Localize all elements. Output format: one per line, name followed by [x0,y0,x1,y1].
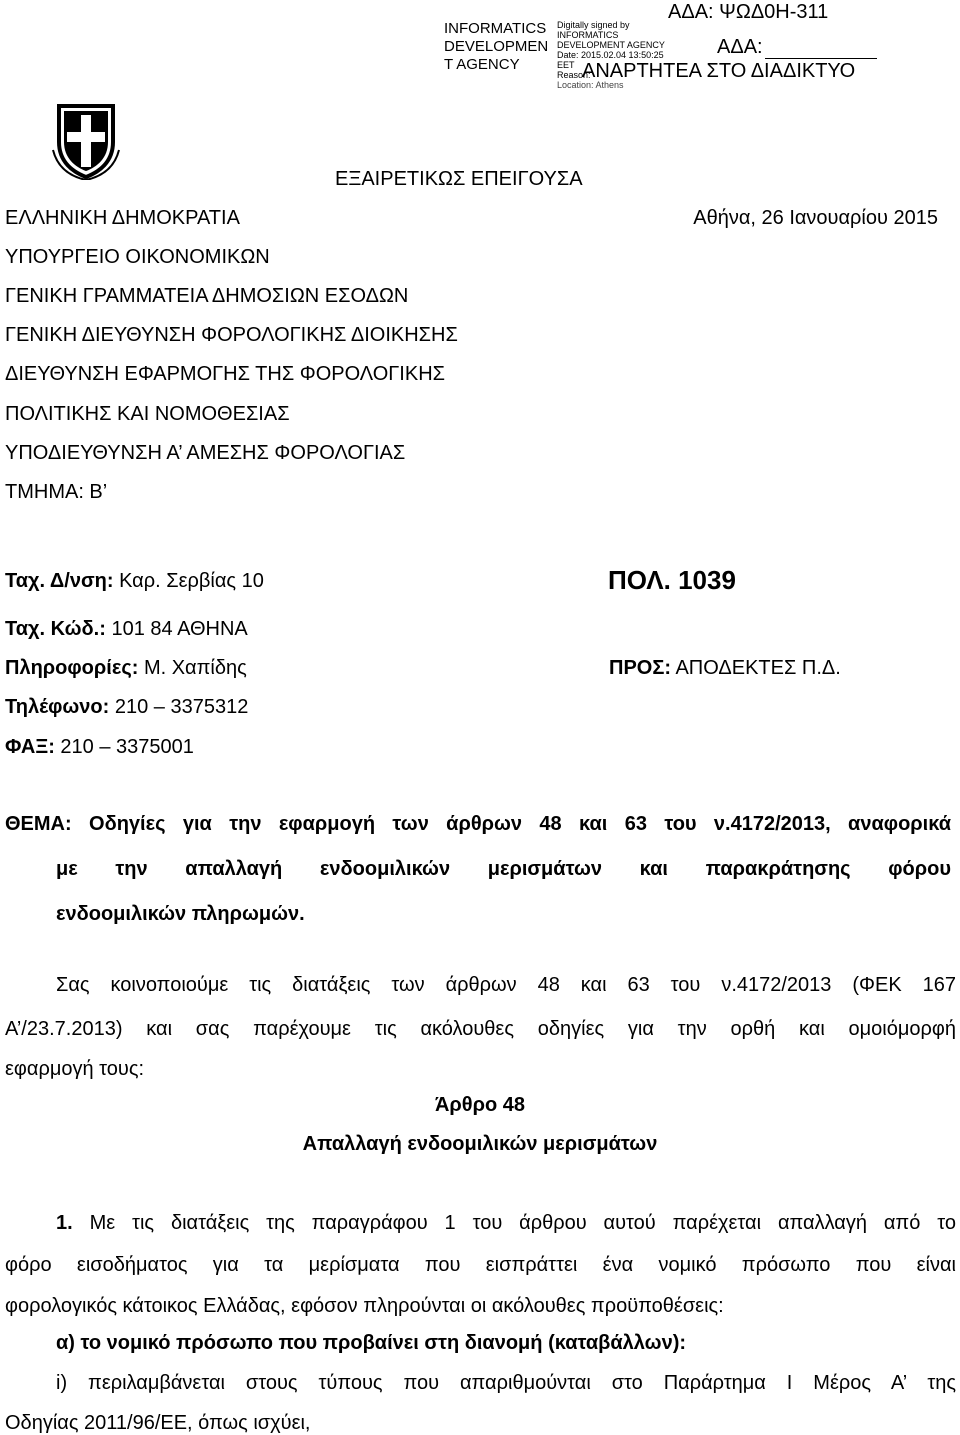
contact-postcode-value: 101 84 ΑΘΗΝΑ [105,618,248,640]
condition-i [5,1371,956,1435]
condition-i-line: Οδηγίας 2011/96/ΕΕ, όπως ισχύει, [5,1412,311,1434]
paragraph-1-line [5,1211,956,1253]
ada-blank-label: ΑΔΑ: [717,36,763,58]
recipients [609,656,841,680]
signature-detail-line: DEVELOPMENT AGENCY [557,40,665,50]
authority-line: ΕΛΛΗΝΙΚΗ ΔΗΜΟΚΡΑΤΙΑ [5,207,240,229]
condition-a: α) το νομικό πρόσωπο που προβαίνει στη διανομή (καταβάλλων): [56,1332,687,1354]
authority-line: ΔΙΕΥΘΥΝΣΗ ΕΦΑΡΜΟΓΗΣ ΤΗΣ ΦΟΡΟΛΟΓΙΚΗΣ [5,363,446,385]
contact-info [5,656,247,680]
ada-blank-line [765,40,877,59]
ada-code: ΑΔΑ: ΨΩΔ0Η-311 [668,1,829,23]
circular-number: ΠΟΛ. 1039 [608,565,736,595]
contact-phone-value: 210 – 3375312 [109,696,249,718]
contact-fax-value: 210 – 3375001 [54,736,194,758]
authority-line: ΤΜΗΜΑ: Β’ [5,481,108,503]
paragraph-1-line: φορολογικός κάτοικος Ελλάδας, εφόσον πληρούνται οι ακόλουθες προϋποθέσεις: [5,1295,724,1317]
paragraph-1-number: 1. [56,1212,73,1234]
paragraph-1-line: φόρο εισοδήματος για τα μερίσματα που εισπράττει ένα νομικό πρόσωπο που είναι [5,1254,956,1276]
intro-line: Σας κοινοποιούμε τις διατάξεις των άρθρων 48 και 63 του ν.4172/2013 (ΦΕΚ 167 [56,974,956,996]
signature-signer [444,20,548,74]
intro-line: εφαρμογή τους: [5,1058,145,1080]
authority-line: ΓΕΝΙΚΗ ΔΙΕΥΘΥΝΣΗ ΦΟΡΟΛΟΓΙΚΗΣ ΔΙΟΙΚΗΣΗΣ [5,324,458,346]
contact-postcode [5,617,248,641]
signature-signer-line: T AGENCY [444,56,520,73]
signature-detail-line: Location: Athens [557,80,624,90]
contact-info-value: Μ. Χαπίδης [138,657,247,679]
contact-address-value: Καρ. Σερβίας 10 [113,570,264,592]
authority-line: ΥΠΟΥΡΓΕΙΟ ΟΙΚΟΝΟΜΙΚΩΝ [5,246,270,268]
paragraph-1 [5,1211,956,1318]
contact-fax-label: ΦΑΞ: [5,736,55,758]
recipients-label: ΠΡΟΣ: [609,657,672,679]
authority-line: ΥΠΟΔΙΕΥΘΥΝΣΗ Α’ ΑΜΕΣΗΣ ΦΟΡΟΛΟΓΙΑΣ [5,442,406,464]
signature-signer-line: DEVELOPMEN [444,38,549,55]
signature-detail-line: Digitally signed by [557,20,630,30]
urgency-label: ΕΞΑΙΡΕΤΙΚΩΣ ΕΠΕΙΓΟΥΣΑ [335,168,583,190]
contact-phone [5,695,248,719]
signature-detail-line: Reason: [557,70,591,80]
intro-paragraph [5,973,956,1081]
contact-phone-label: Τηλέφωνο: [5,696,110,718]
intro-line: Α’/23.7.2013) και σας παρέχουμε τις ακόλουθες οδηγίες για την ορθή και ομοιόμορφή [5,1018,956,1040]
contact-address [5,569,264,593]
authority-line: ΠΟΛΙΤΙΚΗΣ ΚΑΙ ΝΟΜΟΘΕΣΙΑΣ [5,403,290,425]
document-date: Αθήνα, 26 Ιανουαρίου 2015 [693,207,938,229]
contact-fax [5,735,194,759]
signature-detail-line: Date: 2015.02.04 13:50:25 [557,50,664,60]
paragraph-1-text: Με τις διατάξεις της παραγράφου 1 του άρθρου αυτού παρέχεται απαλλαγή από το [72,1212,956,1234]
subject-line: ΘΕΜΑ: Οδηγίες για την εφαρμογή των άρθρων 48 και 63 του ν.4172/2013, αναφορικά [5,813,951,835]
signature-signer-line: INFORMATICS [444,20,547,37]
authority-line: ΓΕΝΙΚΗ ΓΡΑΜΜΑΤΕΙΑ ΔΗΜΟΣΙΩΝ ΕΣΟΔΩΝ [5,285,409,307]
article-subtitle: Απαλλαγή ενδοομιλικών μερισμάτων [302,1133,658,1155]
signature-detail-line: INFORMATICS [557,30,619,40]
posted-online-label: ΑΝΑΡΤΗΤΕΑ ΣΤΟ ΔΙΑΔΙΚΤΥΟ [582,60,856,82]
condition-i-line: i) περιλαμβάνεται στους τύπους που απαριθμούνται στο Παράρτημα Ι Μέρος Α’ της [56,1372,956,1394]
ada-blank [717,35,877,59]
subject-line: ενδοομιλικών πληρωμών. [56,903,305,925]
contact-address-label: Ταχ. Δ/νση: [5,570,114,592]
greek-emblem-icon [51,100,121,180]
contact-info-label: Πληροφορίες: [5,657,139,679]
signature-detail-line: EET [557,60,575,70]
article-title: Άρθρο 48 [434,1094,526,1116]
subject-line: με την απαλλαγή ενδοομιλικών μερισμάτων και παρακράτησης φόρου [56,858,951,880]
subject [5,812,951,947]
recipients-value: ΑΠΟΔΕΚΤΕΣ Π.Δ. [671,657,841,679]
contact-postcode-label: Ταχ. Κώδ.: [5,618,106,640]
